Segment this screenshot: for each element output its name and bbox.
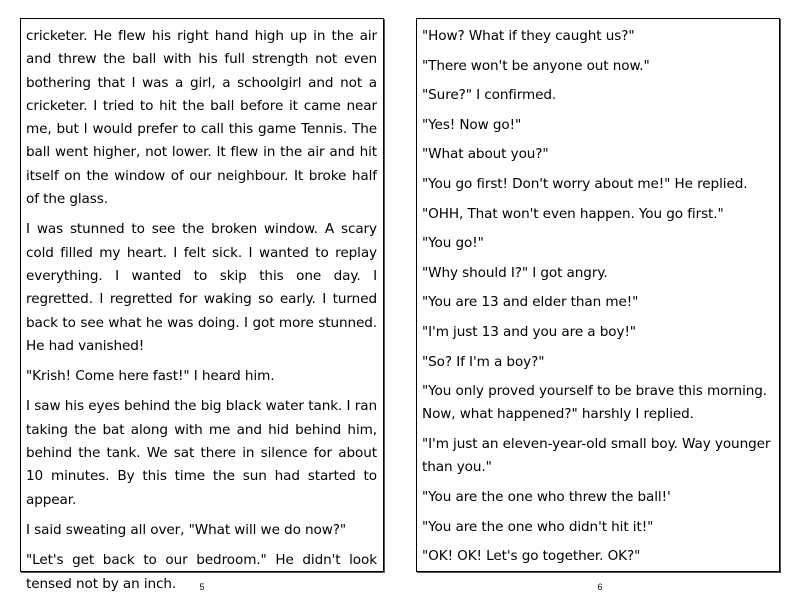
- paragraph: "OK! OK! Let's go together. OK?": [422, 548, 641, 565]
- paragraph: I saw his eyes behind the big black water tank. I ran taking the bat along with me and hid behind him, behind the tank. We sat there in silence for about 10 minutes. By this time the sun had started to appear.: [26, 398, 377, 508]
- paragraph: "How? What if they caught us?": [422, 28, 635, 44]
- paragraph: "Let's get back to our bedroom." He didn't look tensed not by an inch.: [26, 552, 377, 592]
- paragraph: "There won't be anyone out now.": [422, 57, 650, 74]
- paragraph: "You go first! Don't worry about me!" He replied.: [422, 175, 748, 192]
- paragraph: "Why should I?" I got angry.: [422, 264, 608, 281]
- paragraph: "OHH, That won't even happen. You go first.": [422, 205, 724, 222]
- paragraph: "What about you?": [422, 146, 549, 163]
- paragraph: "Krish! Come here fast!" I heard him.: [26, 368, 275, 385]
- paragraph: "You only proved yourself to be brave this morning. Now, what happened?" harshly I replied.: [422, 383, 768, 423]
- paragraph: "I'm just an eleven-year-old small boy. Way younger than you.": [422, 436, 771, 476]
- left-page: [20, 18, 384, 592]
- paragraph: "Yes! Now go!": [422, 116, 522, 133]
- paragraph: "You are the one who didn't hit it!": [422, 518, 654, 535]
- paragraph: "I'm just 13 and you are a boy!": [422, 323, 636, 340]
- page-number-right: 6: [597, 582, 603, 592]
- right-page: [416, 18, 780, 572]
- right-page-text: [422, 25, 773, 575]
- left-page-text: [26, 25, 377, 603]
- page-number-left: 5: [199, 582, 205, 592]
- paragraph: "You are the one who threw the ball!': [422, 488, 671, 505]
- paragraph: I said sweating all over, "What will we do now?": [26, 521, 347, 538]
- paragraph: "Sure?" I confirmed.: [422, 87, 557, 104]
- paragraph: "You go!": [422, 235, 484, 252]
- paragraph: cricketer. He flew his right hand high up in the air and threw the ball with his full strength not even bothering that I was a girl, a schoolgirl and not a cricketer. I tried to hit the ball before it came near me, but I would prefer to call this game Tennis. The ball went higher, not lower. It flew in the air and hit itself on the window of our neighbour. It broke half of the glass.: [26, 28, 377, 208]
- paragraph: I was stunned to see the broken window. A scary cold filled my heart. I felt sick. I wanted to replay everything. I wanted to skip this one day. I regretted. I regretted for waking so early. I turned back to see what he was doing. I got more stunned. He had vanished!: [26, 221, 377, 354]
- paragraph: "So? If I'm a boy?": [422, 353, 545, 370]
- paragraph: "You are 13 and elder than me!": [422, 294, 639, 311]
